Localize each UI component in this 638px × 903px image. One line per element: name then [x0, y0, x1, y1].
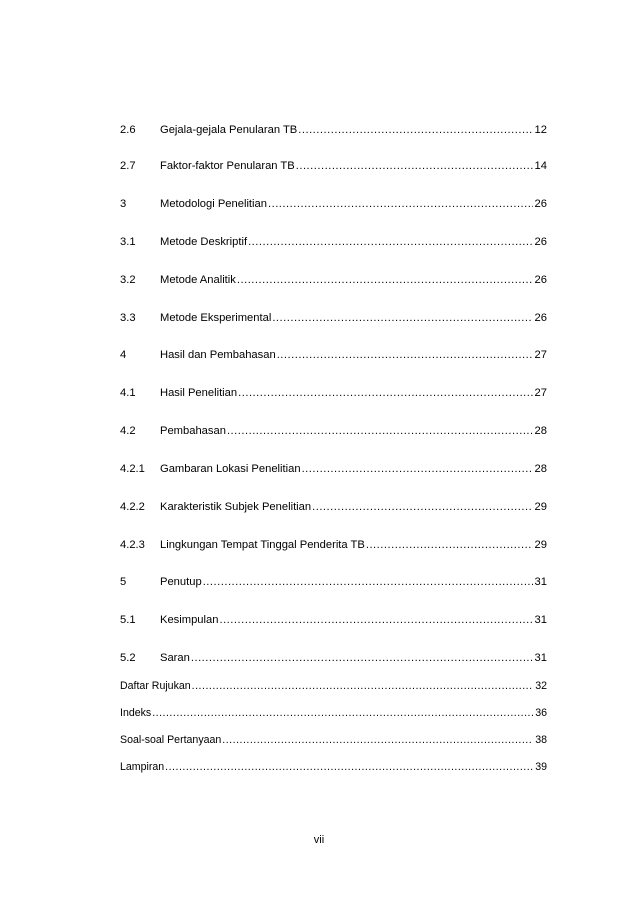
toc-entry-number: 4.1: [120, 387, 136, 399]
toc-entry-title: Hasil dan Pembahasan: [160, 349, 276, 361]
toc-entry: [120, 234, 547, 250]
toc-entry-page: 29: [534, 539, 547, 551]
toc-entry: [120, 158, 547, 174]
toc-entry-title: Lingkungan Tempat Tinggal Penderita TB: [160, 539, 365, 551]
toc-entry: [120, 574, 547, 590]
toc-entry-title: Metode Analitik: [160, 274, 236, 286]
toc-entry: [120, 196, 547, 212]
toc-entry-page: 28: [534, 425, 547, 437]
toc-entry: [120, 499, 547, 515]
toc-entry-title: Karakteristik Subjek Penelitian: [160, 501, 312, 513]
toc-entry-page: 32: [535, 680, 547, 692]
toc-entry-number: 3: [120, 198, 127, 210]
toc-entry-title: Faktor-faktor Penularan TB: [160, 160, 295, 172]
toc-entry-number: 4.2: [120, 425, 136, 437]
toc-entry: [120, 423, 547, 439]
toc-entry-title: Soal-soal Pertanyaan: [120, 734, 222, 746]
toc-entry: [120, 650, 547, 666]
toc-dot-leader: [248, 234, 532, 250]
toc-entry: [120, 461, 547, 477]
toc-dot-leader: [302, 461, 533, 477]
toc-dot-leader: [296, 158, 533, 174]
toc-dot-leader: [268, 196, 533, 212]
toc-entry-number: 2.7: [120, 160, 136, 172]
toc-entry: [120, 310, 547, 326]
toc-dot-leader: [227, 423, 533, 439]
toc-entry-page: 14: [534, 160, 547, 172]
toc-entry-number: 4: [120, 349, 127, 361]
toc-entry-title: Hasil Penelitian: [160, 387, 238, 399]
toc-entry-page: 28: [534, 463, 547, 475]
toc-entry-page: 26: [534, 198, 547, 210]
toc-unnumbered-entry: [120, 678, 547, 694]
toc-entry-title: Gejala-gejala Penularan TB: [160, 124, 298, 136]
toc-entry-title: Gambaran Lokasi Penelitian: [160, 463, 301, 475]
toc-entry-number: 5: [120, 576, 127, 588]
toc-entry: [120, 272, 547, 288]
toc-entry-title: Penutup: [160, 576, 202, 588]
toc-entry-page: 36: [535, 707, 547, 719]
toc-entry: [120, 537, 547, 553]
toc-dot-leader: [237, 272, 533, 288]
toc-entry-title: Lampiran: [120, 761, 165, 773]
toc-entry-page: 12: [534, 124, 547, 136]
toc-entry-title: Pembahasan: [160, 425, 226, 437]
toc-dot-leader: [277, 347, 533, 363]
toc-entry-number: 3.3: [120, 312, 136, 324]
toc-dot-leader: [312, 499, 532, 515]
toc-entry-page: 26: [534, 236, 547, 248]
toc-entry-page: 29: [534, 501, 547, 513]
toc-entry-number: 5.2: [120, 652, 136, 664]
toc-entry-page: 27: [534, 387, 547, 399]
page-number: vii: [313, 834, 325, 846]
toc-dot-leader: [238, 385, 532, 401]
toc-entry-number: 2.6: [120, 124, 136, 136]
toc-entry-number: 4.2.3: [120, 539, 145, 551]
toc-dot-leader: [366, 537, 533, 553]
toc-entry-title: Metodologi Penelitian: [160, 198, 267, 210]
toc-entry: [120, 612, 547, 628]
toc-entry-title: Kesimpulan: [160, 614, 219, 626]
toc-entry-title: Metode Eksperimental: [160, 312, 272, 324]
toc-entry-number: 4.2.1: [120, 463, 145, 475]
toc-unnumbered-entry: [120, 705, 547, 721]
toc-dot-leader: [192, 678, 533, 694]
toc-entry-page: 26: [534, 312, 547, 324]
toc-dot-leader: [298, 122, 532, 138]
toc-entry-page: 38: [535, 734, 547, 746]
toc-entry-title: Metode Deskriptif: [160, 236, 248, 248]
toc-entry-page: 27: [534, 349, 547, 361]
toc-entry-number: 3.2: [120, 274, 136, 286]
toc-dot-leader: [219, 612, 532, 628]
toc-entry-page: 26: [534, 274, 547, 286]
toc-unnumbered-entry: [120, 759, 547, 775]
toc-dot-leader: [152, 705, 533, 721]
toc-entry-page: 39: [535, 761, 547, 773]
toc-entry-page: 31: [534, 652, 547, 664]
toc-dot-leader: [222, 732, 533, 748]
toc-entry-number: 3.1: [120, 236, 136, 248]
toc-dot-leader: [191, 650, 533, 666]
toc-dot-leader: [272, 310, 532, 326]
toc-entry-title: Indeks: [120, 707, 152, 719]
toc-dot-leader: [165, 759, 533, 775]
toc-entry: [120, 385, 547, 401]
toc-entry-title: Daftar Rujukan: [120, 680, 191, 692]
toc-entry-title: Saran: [160, 652, 190, 664]
toc-entry-number: 4.2.2: [120, 501, 145, 513]
toc-entry-number: 5.1: [120, 614, 136, 626]
toc-entry: [120, 347, 547, 363]
table-of-contents: [120, 0, 547, 903]
toc-entry: [120, 122, 547, 138]
toc-entry-page: 31: [534, 576, 547, 588]
toc-entry-page: 31: [534, 614, 547, 626]
toc-unnumbered-entry: [120, 732, 547, 748]
toc-dot-leader: [203, 574, 533, 590]
